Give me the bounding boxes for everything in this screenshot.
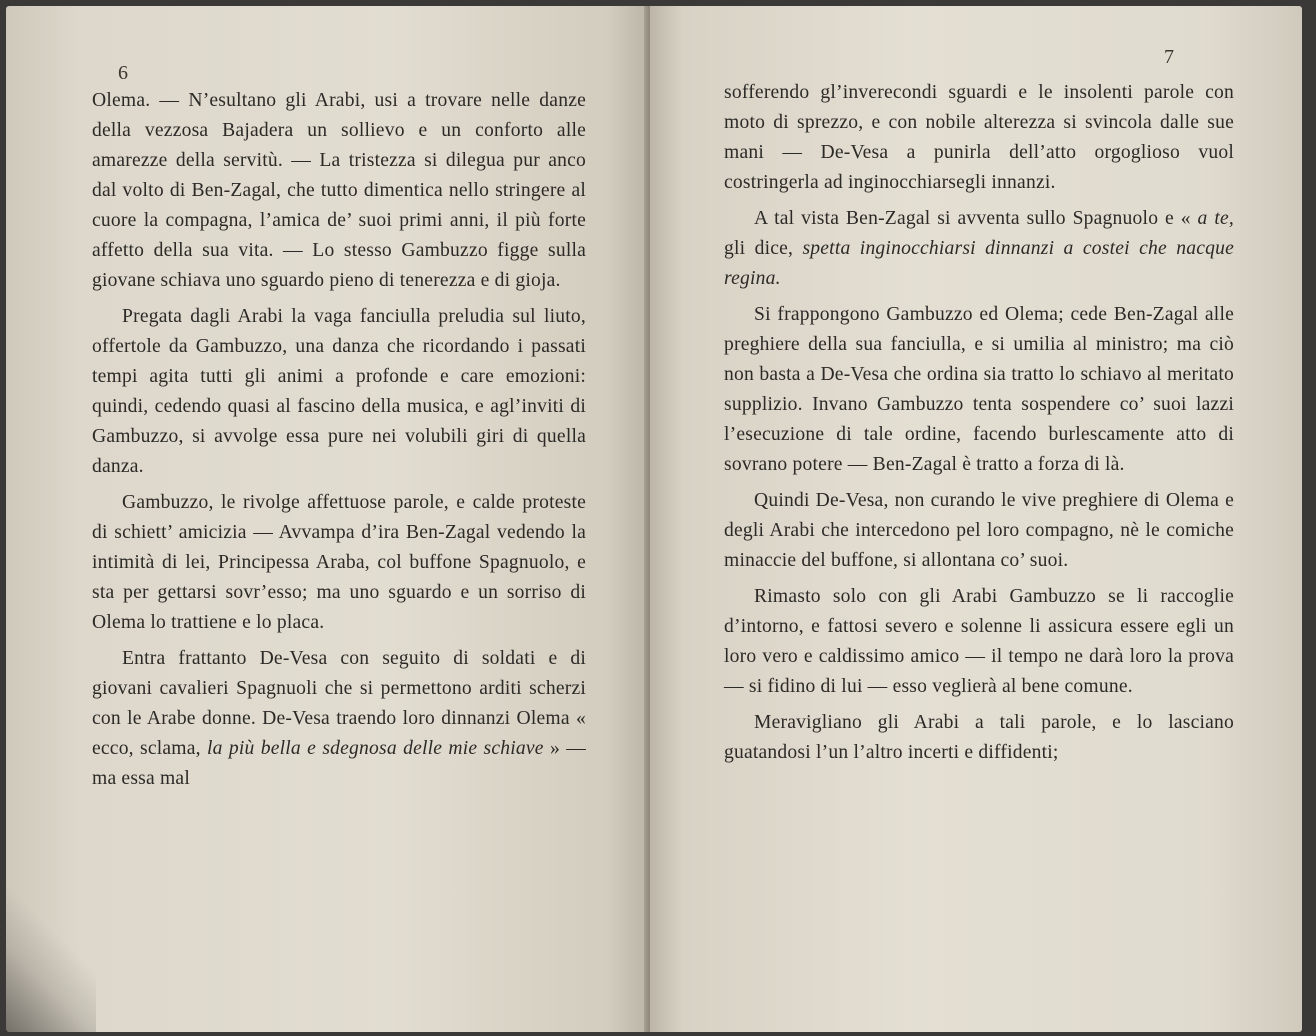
text-segment: A tal vista Ben-Zagal si avventa sullo Spagnuolo e «: [754, 208, 1198, 229]
left-page: [6, 6, 646, 1032]
right-page: [650, 6, 1302, 1032]
text-segment: gli dice,: [724, 238, 803, 259]
text-segment: Si frappongono Gambuzzo ed Olema; cede Ben-Zagal alle preghiere della sua fanciulla, e si umilia al ministro; ma ciò non basta a De-Vesa che ordina sia tratto lo schiavo al meritato supplizio. Invano Gambuzzo tenta sospendere co’ suoi lazzi l’esecuzione di tale ordine, facendo burlescamente atto di sovrano potere — Ben-Zagal è tratto a forza di là.: [724, 304, 1234, 475]
page-number: 6: [118, 62, 128, 84]
paragraph: [92, 488, 586, 638]
text-segment: Pregata dagli Arabi la vaga fanciulla preludia sul liuto, offertole da Gambuzzo, una danza che ricordando i passati tempi agita tutti gli animi a profonde e care emozioni: quindi, cedendo quasi al fascino della musica, e agl’inviti di Gambuzzo, si avvolge essa pure nei volubili giri di quella danza.: [92, 306, 586, 477]
paragraph: [724, 582, 1234, 702]
text-segment: sofferendo gl’inverecondi sguardi e le insolenti parole con moto di sprezzo, e con nobile alterezza si svincola dalle sue mani — De-Vesa a punirla dell’atto orgoglioso vuol costringerla ad inginocchiarsegli innanzi.: [724, 82, 1234, 193]
page-text: [724, 78, 1234, 774]
paragraph: [92, 302, 586, 482]
page-number: 7: [1164, 46, 1174, 68]
text-segment: Quindi De-Vesa, non curando le vive preghiere di Olema e degli Arabi che intercedono pel loro compagno, nè le comiche minaccie del buffone, si allontana co’ suoi.: [724, 490, 1234, 571]
italic-text-segment: la più bella e sdegnosa delle mie schiave: [206, 738, 544, 759]
italic-text-segment: a te,: [1197, 208, 1234, 229]
text-segment: Rimasto solo con gli Arabi Gambuzzo se li raccoglie d’intorno, e fattosi severo e solenne li assicura essere egli un loro vero e caldissimo amico — il tempo ne darà loro la prova — si fidino di lui — esso veglierà al bene comune.: [724, 586, 1234, 697]
paragraph: [92, 86, 586, 296]
text-segment: Meravigliano gli Arabi a tali parole, e lo lasciano guatandosi l’un l’altro incerti e diffidenti;: [724, 712, 1234, 763]
paragraph: [724, 486, 1234, 576]
page-text: [92, 86, 586, 800]
paragraph: [724, 708, 1234, 768]
page-corner-shadow: [6, 872, 96, 1032]
italic-text-segment: spetta inginocchiarsi dinnanzi a costei che nacque regina.: [724, 238, 1234, 289]
text-segment: Olema. — N’esultano gli Arabi, usi a trovare nelle danze della vezzosa Bajadera un sollievo e un conforto alle amarezze della servitù. — La tristezza si dilegua pur anco dal volto di Ben-Zagal, che tutto dimentica nello stringere al cuore la compagna, l’amica de’ suoi primi anni, il più forte affetto della sua vita. — Lo stesso Gambuzzo figge sulla giovane schiava uno sguardo pieno di tenerezza e di gioja.: [92, 90, 586, 291]
paragraph: [724, 204, 1234, 294]
text-segment: Gambuzzo, le rivolge affettuose parole, e calde proteste di schiett’ amicizia — Avvampa d’ira Ben-Zagal vedendo la intimità di lei, Principessa Araba, col buffone Spagnuolo, e sta per gettarsi sovr’esso; ma uno sguardo e un sorriso di Olema lo trattiene e lo placa.: [92, 492, 586, 633]
text-segment: » — ma essa mal: [92, 738, 586, 789]
paragraph: [724, 300, 1234, 480]
paragraph: [724, 78, 1234, 198]
text-segment: Entra frattanto De-Vesa con seguito di soldati e di giovani cavalieri Spagnuoli che si permettono arditi scherzi con le Arabe donne. De-Vesa traendo loro dinnanzi Olema « ecco, sclama,: [92, 648, 586, 759]
paragraph: [92, 644, 586, 794]
